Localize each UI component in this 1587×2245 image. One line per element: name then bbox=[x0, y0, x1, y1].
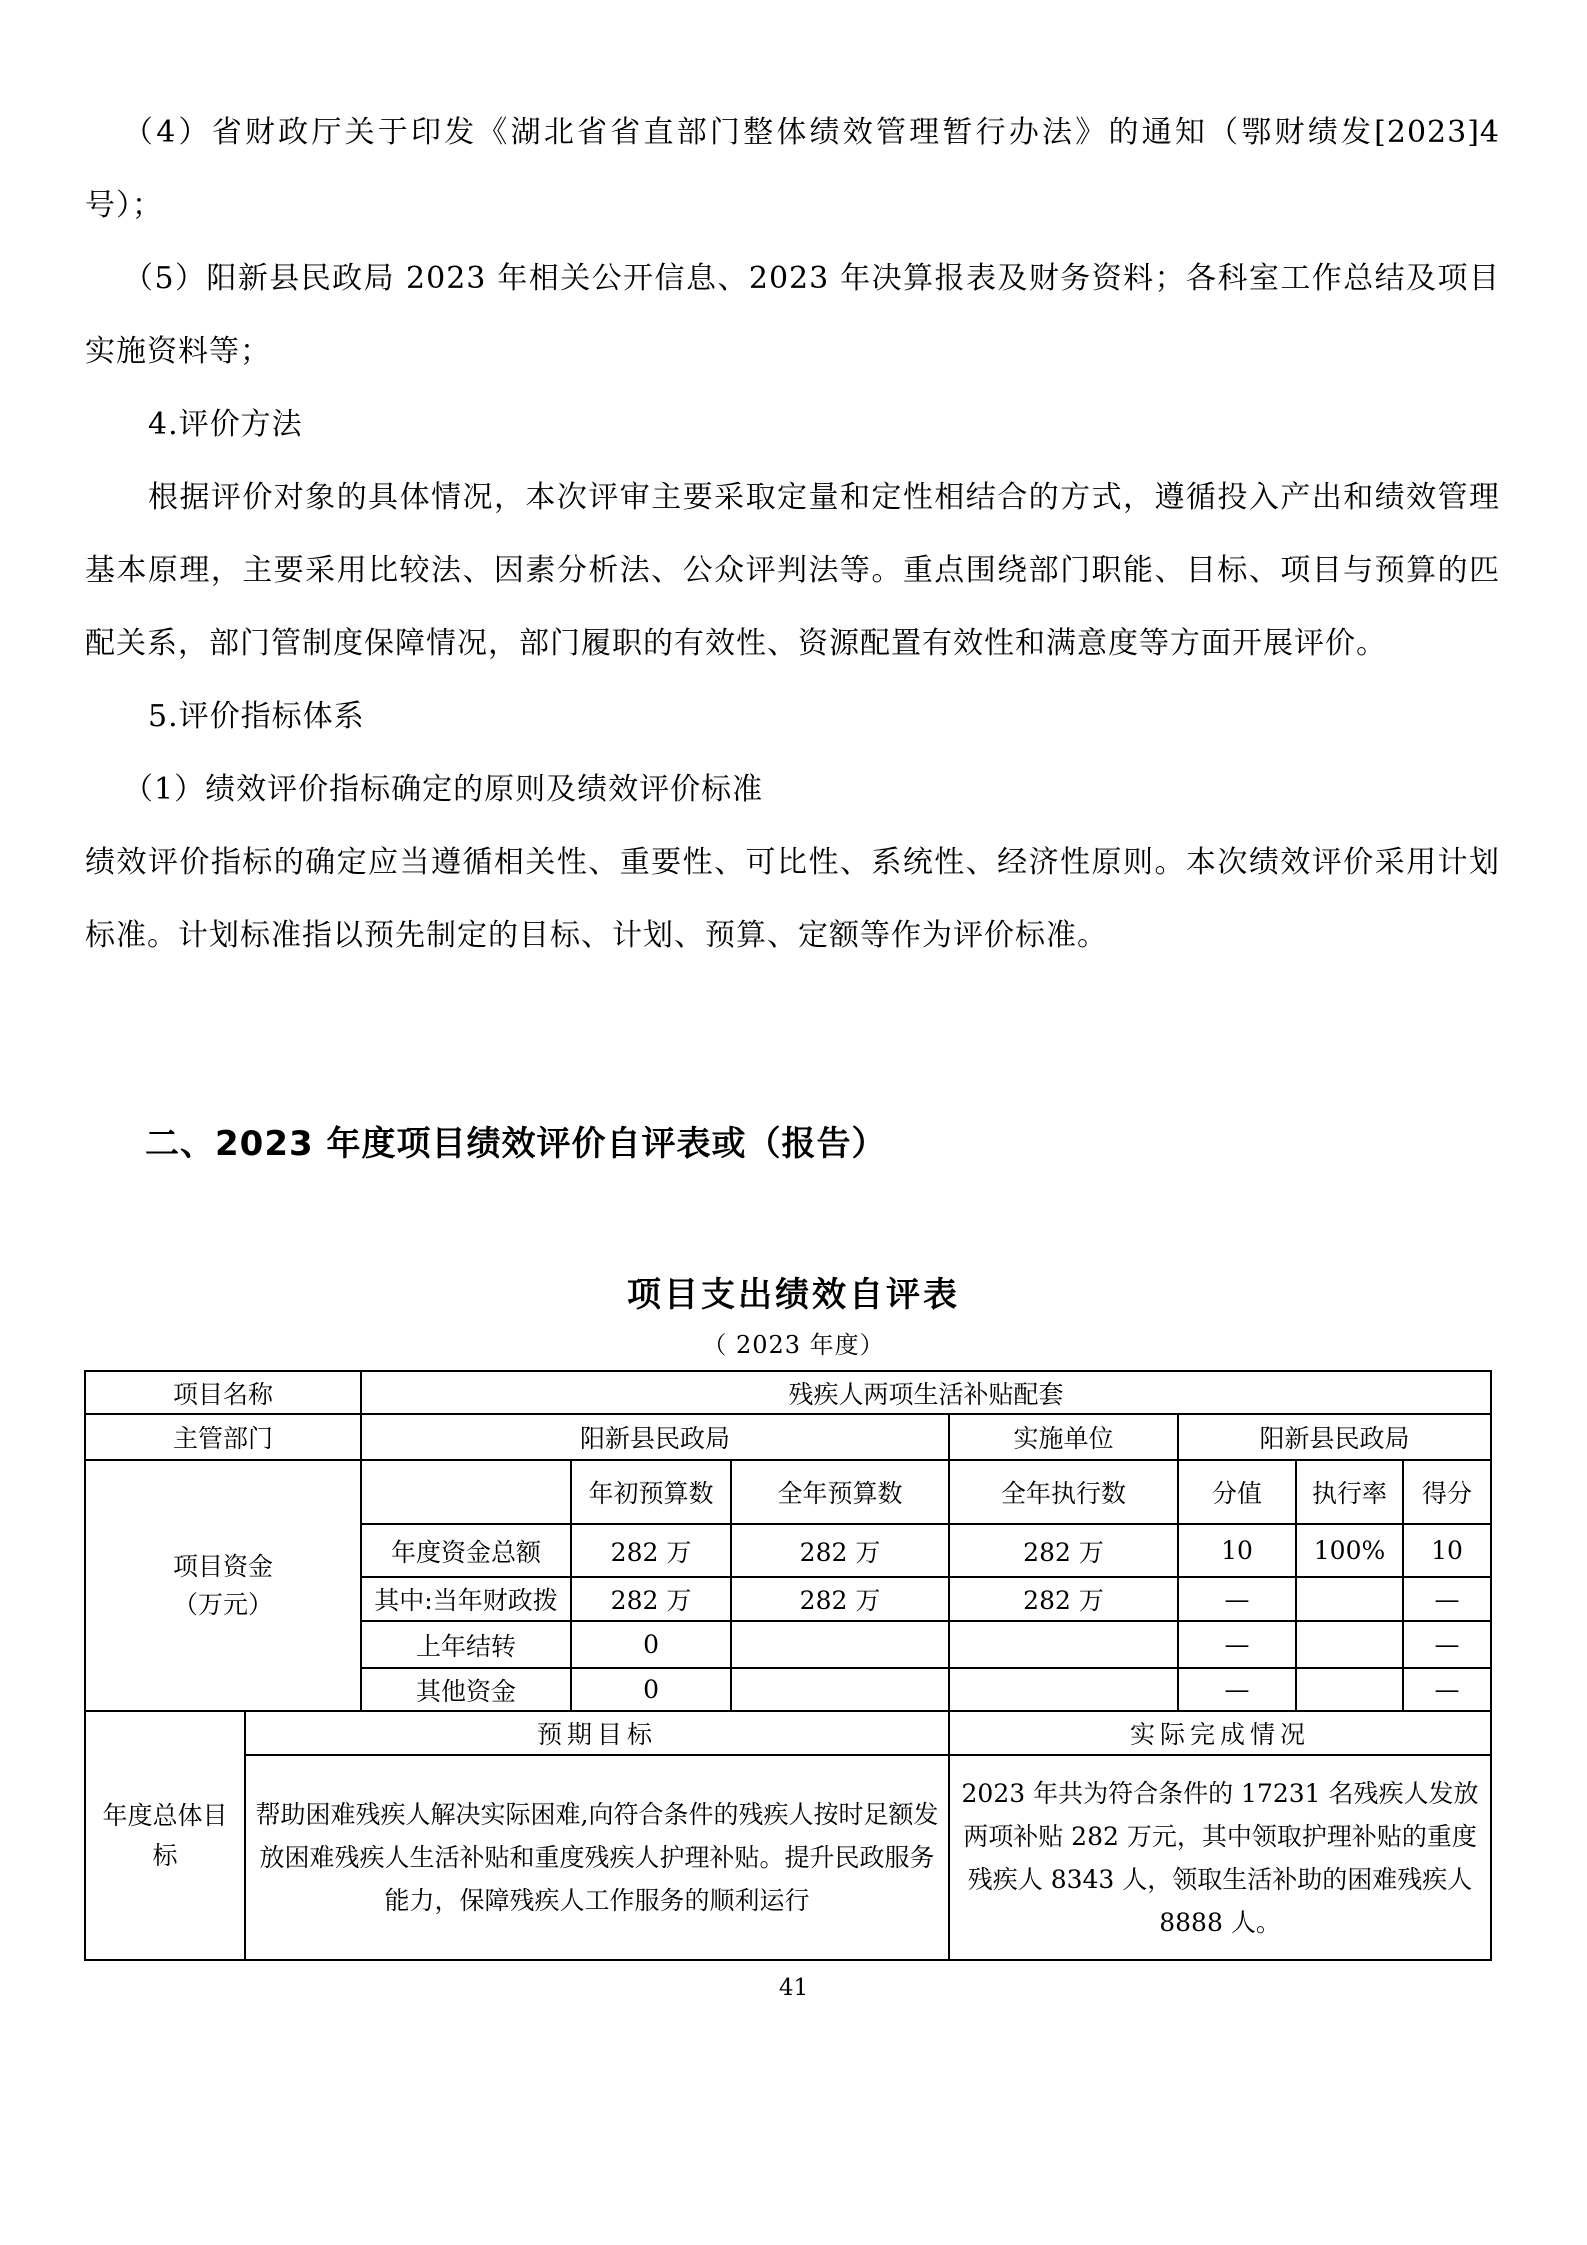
paragraph-basis-item-4: （4）省财政厅关于印发《湖北省省直部门整体绩效管理暂行办法》的通知（鄂财绩发[2023]4 号）； bbox=[85, 115, 1500, 223]
dept-label-cell: 主管部门 bbox=[85, 1414, 361, 1460]
fund-cell-annual bbox=[731, 1621, 949, 1668]
section-heading: 二、2023 年度项目绩效评价自评表或（报告） bbox=[145, 1124, 887, 1164]
fund-cell-score: 10 bbox=[1403, 1524, 1491, 1577]
fund-cell-initial: 0 bbox=[571, 1621, 731, 1668]
paragraph-indicator-system-heading: 5.评价指标体系 bbox=[148, 699, 365, 734]
paragraph-indicator-principles-body: 绩效评价指标的确定应当遵循相关性、重要性、可比性、系统性、经济性原则。本次绩效评价采用计划标准。计划标准指以预先制定的目标、计划、预算、定额等作为评价标准。 bbox=[85, 845, 1500, 953]
col-header-annual-budget: 全年预算数 bbox=[731, 1460, 949, 1524]
fund-cell-annual: 282 万 bbox=[731, 1577, 949, 1621]
actual-completion-header-cell: 实际完成情况 bbox=[949, 1711, 1491, 1755]
fund-cell-initial: 282 万 bbox=[571, 1577, 731, 1621]
table-title: 项目支出绩效自评表 bbox=[627, 1275, 960, 1315]
fund-cell-exec-rate bbox=[1296, 1577, 1403, 1621]
table-row bbox=[85, 1755, 1491, 1960]
paragraph-method-heading: 4.评价方法 bbox=[148, 407, 303, 442]
fund-cell-score: — bbox=[1403, 1621, 1491, 1668]
project-name-label-cell: 项目名称 bbox=[85, 1371, 361, 1414]
fund-cell-executed: 282 万 bbox=[949, 1524, 1178, 1577]
fund-cell-annual: 282 万 bbox=[731, 1524, 949, 1577]
fund-cell-score: — bbox=[1403, 1668, 1491, 1711]
fund-cell-executed bbox=[949, 1668, 1178, 1711]
col-header-score-value: 分值 bbox=[1178, 1460, 1296, 1524]
fund-cell-score-value: — bbox=[1178, 1577, 1296, 1621]
actual-completion-text-cell: 2023 年共为符合条件的 17231 名残疾人发放两项补贴 282 万元，其中领取护理补贴的重度残疾人 8343 人，领取生活补助的困难残疾人 8888 人。 bbox=[949, 1755, 1491, 1960]
fund-row-label-other: 其他资金 bbox=[361, 1668, 571, 1711]
fund-cell-score-value: — bbox=[1178, 1621, 1296, 1668]
fund-cell-initial: 0 bbox=[571, 1668, 731, 1711]
table-subtitle: （ 2023 年度） bbox=[702, 1331, 885, 1359]
project-name-value-cell: 残疾人两项生活补贴配套 bbox=[361, 1371, 1491, 1414]
fund-row-label-carryover: 上年结转 bbox=[361, 1621, 571, 1668]
col-header-score: 得分 bbox=[1403, 1460, 1491, 1524]
paragraph-method-body: 根据评价对象的具体情况，本次评审主要采取定量和定性相结合的方式，遵循投入产出和绩效管理基本原理，主要采用比较法、因素分析法、公众评判法等。重点围绕部门职能、目标、项目与预算的匹配关系，部门管制度保障情况，部门履职的有效性、资源配置有效性和满意度等方面开展评价。 bbox=[85, 480, 1500, 661]
project-funds-label-cell bbox=[85, 1460, 361, 1711]
fund-cell-executed: 282 万 bbox=[949, 1577, 1178, 1621]
table-row bbox=[85, 1460, 1491, 1524]
paragraph-indicator-principles-heading: （1）绩效评价指标确定的原则及绩效评价标准 bbox=[123, 772, 764, 807]
col-header-execution-rate: 执行率 bbox=[1296, 1460, 1403, 1524]
fund-cell-annual bbox=[731, 1668, 949, 1711]
impl-unit-label-cell: 实施单位 bbox=[949, 1414, 1178, 1460]
fund-cell-exec-rate: 100% bbox=[1296, 1524, 1403, 1577]
fund-cell-score-value: 10 bbox=[1178, 1524, 1296, 1577]
fund-cell-initial: 282 万 bbox=[571, 1524, 731, 1577]
fund-cell-exec-rate bbox=[1296, 1668, 1403, 1711]
fund-cell-score-value: — bbox=[1178, 1668, 1296, 1711]
fund-cell-exec-rate bbox=[1296, 1621, 1403, 1668]
table-row bbox=[85, 1414, 1491, 1460]
table-row bbox=[85, 1371, 1491, 1414]
col-header-initial-budget: 年初预算数 bbox=[571, 1460, 731, 1524]
expected-goal-text-cell: 帮助困难残疾人解决实际困难,向符合条件的残疾人按时足额发放困难残疾人生活补贴和重度残疾人护理补贴。提升民政服务能力，保障残疾人工作服务的顺利运行 bbox=[245, 1755, 949, 1960]
fund-row-label-total: 年度资金总额 bbox=[361, 1524, 571, 1577]
page-number: 41 bbox=[778, 1975, 809, 2001]
fund-cell-executed bbox=[949, 1621, 1178, 1668]
body-text-block bbox=[85, 0, 1500, 972]
project-funds-label-line2: （万元） bbox=[173, 1589, 274, 1619]
annual-goal-label-cell: 年度总体目标 bbox=[85, 1711, 245, 1960]
project-funds-label-line1: 项目资金 bbox=[173, 1551, 274, 1581]
fund-row-label-fiscal: 其中:当年财政拨 bbox=[361, 1577, 571, 1621]
col-header-annual-execution: 全年执行数 bbox=[949, 1460, 1178, 1524]
expected-goal-header-cell: 预期目标 bbox=[245, 1711, 949, 1755]
dept-value-cell: 阳新县民政局 bbox=[361, 1414, 949, 1460]
table-row bbox=[85, 1711, 1491, 1755]
funds-sublabel-empty-cell bbox=[361, 1460, 571, 1524]
project-expenditure-self-eval-table bbox=[84, 1370, 1492, 1961]
impl-unit-value-cell: 阳新县民政局 bbox=[1178, 1414, 1491, 1460]
fund-cell-score: — bbox=[1403, 1577, 1491, 1621]
paragraph-basis-item-5: （5）阳新县民政局 2023 年相关公开信息、2023 年决算报表及财务资料；各科室工作总结及项目实施资料等； bbox=[85, 261, 1500, 369]
